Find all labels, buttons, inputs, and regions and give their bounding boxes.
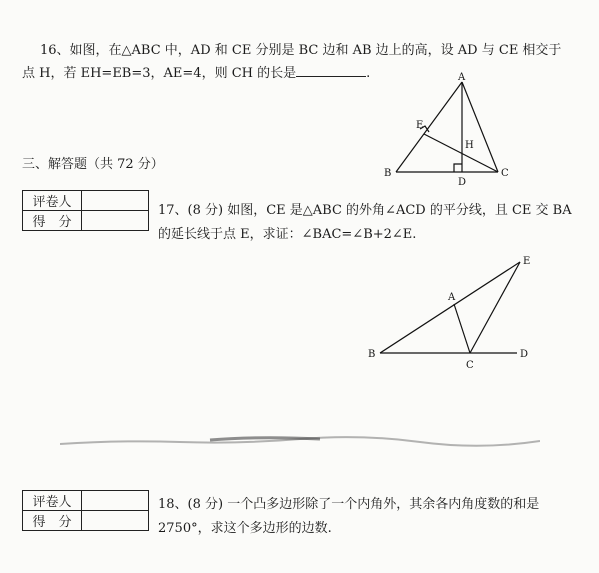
fig17-line-be [380,262,520,353]
q17-line2: 的延长线于点 E，求证：∠BAC=∠B+2∠E. [158,227,417,242]
fig16-side-ab [396,82,462,172]
q16-line2-text: 点 H，若 EH=EB=3，AE=4，则 CH 的长是 [22,66,297,81]
fig16-label-e: E [416,120,424,131]
q16-line2-end: . [366,66,371,81]
figure-q16 [380,72,520,192]
q18-line1: 18、(8 分) 一个凸多边形除了一个内角外，其余各内角度数的和是 [158,497,540,512]
score-cell-2[interactable] [82,511,149,531]
answer-blank[interactable] [296,62,366,77]
reviewer-cell[interactable] [82,191,149,211]
q17-line1: 17、(8 分) 如图，CE 是△ABC 的外角∠ACD 的平分线，且 CE 交 BA [158,203,572,218]
fig17-bisector-ce [470,262,520,353]
fig17-side-ac [454,304,470,353]
q16-line2 [22,62,370,85]
fig17-label-e: E [523,256,531,267]
reviewer-label-2: 评卷人 [23,491,82,511]
q16-line1: 16、如图，在△ABC 中，AD 和 CE 分别是 BC 边和 AB 边上的高，设 AD 与 CE 相交于 [40,43,562,58]
q18-line2: 2750°，求这个多边形的边数. [158,521,332,536]
fig17-label-a: A [448,292,456,303]
reviewer-label: 评卷人 [23,191,82,211]
section-title: 三、解答题（共 72 分） [22,157,164,172]
fig17-label-b: B [368,349,376,360]
fig17-label-d: D [520,349,529,360]
figure-q17 [362,250,542,375]
fig16-label-a: A [458,72,466,83]
fig17-label-c: C [466,360,474,371]
fig16-label-h: H [465,140,474,151]
fig16-altitude-ce [424,134,498,172]
fig16-label-b: B [384,168,392,179]
score-label: 得 分 [23,211,82,231]
score-label-2: 得 分 [23,511,82,531]
fig16-label-c: C [501,168,509,179]
reviewer-cell-2[interactable] [82,491,149,511]
scan-smudge [60,430,540,450]
fig16-label-d: D [458,177,467,188]
fig16-side-ac [462,82,498,172]
score-table-1 [22,190,149,231]
score-cell[interactable] [82,211,149,231]
fig16-right-angle-d [454,164,462,172]
score-table-2 [22,490,149,531]
